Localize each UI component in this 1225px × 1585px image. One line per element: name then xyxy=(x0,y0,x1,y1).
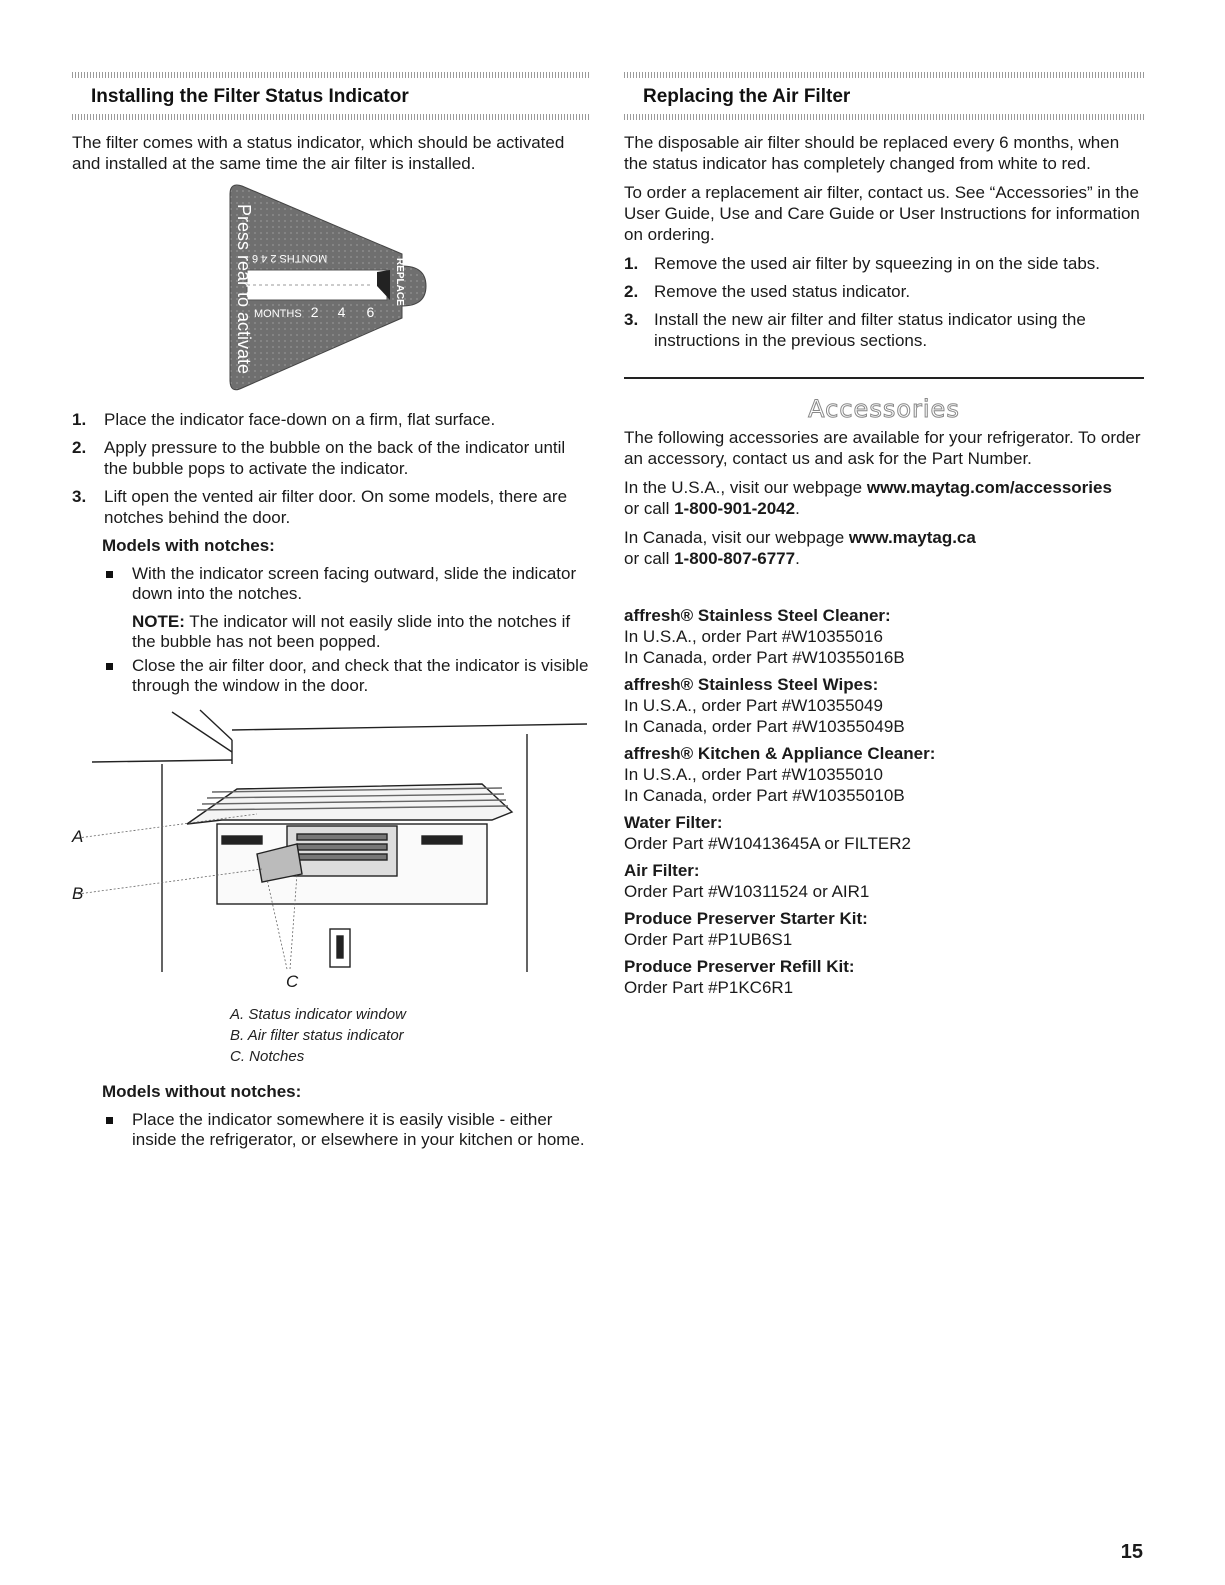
step-number: 3. xyxy=(72,487,87,506)
air-filter-door-diagram xyxy=(72,704,590,994)
step-item xyxy=(72,409,590,430)
with-notches-heading: Models with notches: xyxy=(102,536,275,555)
usa-contact: In the U.S.A., visit our webpage www.maytag.com/accessories or call 1-800-901-2042. xyxy=(624,478,1112,518)
indicator-top-scale: MONTHS 2 4 6 xyxy=(252,252,328,264)
accessory-item xyxy=(624,674,1144,737)
usa-url-link[interactable]: www.maytag.com/accessories xyxy=(866,478,1112,497)
without-notches-heading: Models without notches: xyxy=(102,1082,302,1101)
step-text: Remove the used status indicator. xyxy=(654,282,911,301)
indicator-month-6: 6 xyxy=(366,304,375,320)
diagram-captions xyxy=(230,1004,590,1067)
section-header xyxy=(624,72,1144,120)
accessory-line: In Canada, order Part #W10355010B xyxy=(624,786,905,805)
step-text: Install the new air filter and filter status indicator using the instructions in the previous sections. xyxy=(654,310,1086,350)
accessory-line: In Canada, order Part #W10355016B xyxy=(624,648,905,667)
canada-url-link[interactable]: www.maytag.ca xyxy=(848,528,976,547)
accessory-item xyxy=(624,812,1144,854)
accessory-name: Produce Preserver Refill Kit: xyxy=(624,957,855,976)
usa-call-prefix: or call xyxy=(624,499,675,518)
bullet-item xyxy=(102,1110,590,1150)
section-header xyxy=(72,72,590,120)
accessory-line: In Canada, order Part #W10355049B xyxy=(624,717,905,736)
step-number: 2. xyxy=(624,282,639,301)
indicator-months-label: MONTHS xyxy=(254,308,302,320)
accessory-line: Order Part #P1KC6R1 xyxy=(624,978,794,997)
bullet-square-icon xyxy=(106,1117,113,1124)
accessory-name: affresh® Stainless Steel Wipes: xyxy=(624,675,879,694)
indicator-month-4: 4 xyxy=(337,304,346,320)
caption-a: A. Status indicator window xyxy=(230,1006,406,1023)
accessory-line: In U.S.A., order Part #W10355010 xyxy=(624,765,883,784)
indicator-illustration xyxy=(72,182,590,397)
section-title: Installing the Filter Status Indicator xyxy=(91,86,409,107)
accessory-line: Order Part #W10311524 or AIR1 xyxy=(624,882,870,901)
accessories-intro: The following accessories are available for your refrigerator. To order an accessory, contact us and ask for the Part Number. xyxy=(624,428,1141,468)
step-item xyxy=(624,281,1144,302)
label-c: C xyxy=(286,972,299,991)
canada-call-prefix: or call xyxy=(624,549,675,568)
note-label: NOTE: xyxy=(132,612,185,631)
accessory-name: affresh® Stainless Steel Cleaner: xyxy=(624,606,891,625)
step-item xyxy=(624,253,1144,274)
accessory-item xyxy=(624,908,1144,950)
step-text: Lift open the vented air filter door. On some models, there are notches behind the door. xyxy=(104,487,568,527)
accessory-name: Air Filter: xyxy=(624,861,700,880)
step-text: Place the indicator face-down on a firm, flat surface. xyxy=(104,410,496,429)
accessory-line: In U.S.A., order Part #W10355016 xyxy=(624,627,883,646)
note-paragraph xyxy=(132,612,590,652)
step-text: Apply pressure to the bubble on the back of the indicator until the bubble pops to activate the indicator. xyxy=(104,438,566,478)
accessories-title: Accessories xyxy=(808,395,960,423)
usa-phone: 1-800-901-2042 xyxy=(674,499,796,518)
bullet-text: With the indicator screen facing outward, slide the indicator down into the notches. xyxy=(132,564,577,603)
header-stripe-bottom xyxy=(72,114,590,120)
page-number: 15 xyxy=(1120,1541,1143,1563)
caption-b: B. Air filter status indicator xyxy=(230,1027,404,1044)
indicator-replace-text: REPLACE xyxy=(394,258,405,306)
intro-paragraph: The filter comes with a status indicator, which should be activated and installed at the same time the air filter is installed. xyxy=(72,133,565,173)
accessory-name: Water Filter: xyxy=(624,813,723,832)
without-notches-list xyxy=(72,1110,590,1150)
accessory-list xyxy=(624,605,1144,998)
step-number: 1. xyxy=(624,254,639,273)
bullet-square-icon xyxy=(106,571,113,578)
accessory-item xyxy=(624,743,1144,806)
right-column xyxy=(624,72,1144,1004)
step-number: 2. xyxy=(72,438,87,457)
indicator-bottom-scale xyxy=(254,304,374,320)
accessory-item xyxy=(624,860,1144,902)
accessory-name: Produce Preserver Starter Kit: xyxy=(624,909,868,928)
with-notches-list xyxy=(72,564,590,604)
section-title: Replacing the Air Filter xyxy=(643,86,851,107)
header-stripe-bottom xyxy=(624,114,1144,120)
accessory-name: affresh® Kitchen & Appliance Cleaner: xyxy=(624,744,936,763)
door-diagram xyxy=(72,704,590,994)
replace-paragraph-2: To order a replacement air filter, contact us. See “Accessories” in the User Guide, Use and Care Guide or User Instructions for information on ordering. xyxy=(624,183,1140,244)
caption-c: C. Notches xyxy=(230,1048,305,1065)
section-divider xyxy=(624,377,1144,379)
accessory-item xyxy=(624,605,1144,668)
install-steps xyxy=(72,409,590,528)
indicator-side-text: Press rear to activate xyxy=(234,204,254,375)
replace-steps xyxy=(624,253,1144,351)
indicator-month-2: 2 xyxy=(310,304,319,320)
step-item xyxy=(72,437,590,479)
step-number: 1. xyxy=(72,410,87,429)
left-column xyxy=(72,72,590,1158)
accessory-line: In U.S.A., order Part #W10355049 xyxy=(624,696,883,715)
bullet-square-icon xyxy=(106,663,113,670)
bullet-item xyxy=(102,564,590,604)
bullet-item xyxy=(102,656,590,696)
step-item xyxy=(624,309,1144,351)
bullet-text: Place the indicator somewhere it is easily visible - either inside the refrigerator, or elsewhere in your kitchen or home. xyxy=(132,1110,585,1149)
accessory-line: Order Part #W10413645A or FILTER2 xyxy=(624,834,911,853)
canada-phone: 1-800-807-6777 xyxy=(674,549,796,568)
label-a: A xyxy=(72,827,84,846)
bullet-text: Close the air filter door, and check that the indicator is visible through the window in the door. xyxy=(132,656,589,695)
accessory-item xyxy=(624,956,1144,998)
replace-paragraph-1: The disposable air filter should be replaced every 6 months, when the status indicator has completely changed from white to red. xyxy=(624,133,1120,173)
label-b: B xyxy=(72,884,84,903)
canada-contact: In Canada, visit our webpage www.maytag.ca or call 1-800-807-6777. xyxy=(624,528,976,568)
step-item xyxy=(72,486,590,528)
accessory-line: Order Part #P1UB6S1 xyxy=(624,930,793,949)
step-number: 3. xyxy=(624,310,639,329)
canada-prefix: In Canada, visit our webpage xyxy=(624,528,849,547)
note-text: The indicator will not easily slide into the notches if the bubble has not been popped. xyxy=(132,612,571,651)
step-text: Remove the used air filter by squeezing in on the side tabs. xyxy=(654,254,1101,273)
with-notches-list-2 xyxy=(72,656,590,696)
filter-status-indicator-image xyxy=(72,182,590,397)
usa-prefix: In the U.S.A., visit our webpage xyxy=(624,478,867,497)
